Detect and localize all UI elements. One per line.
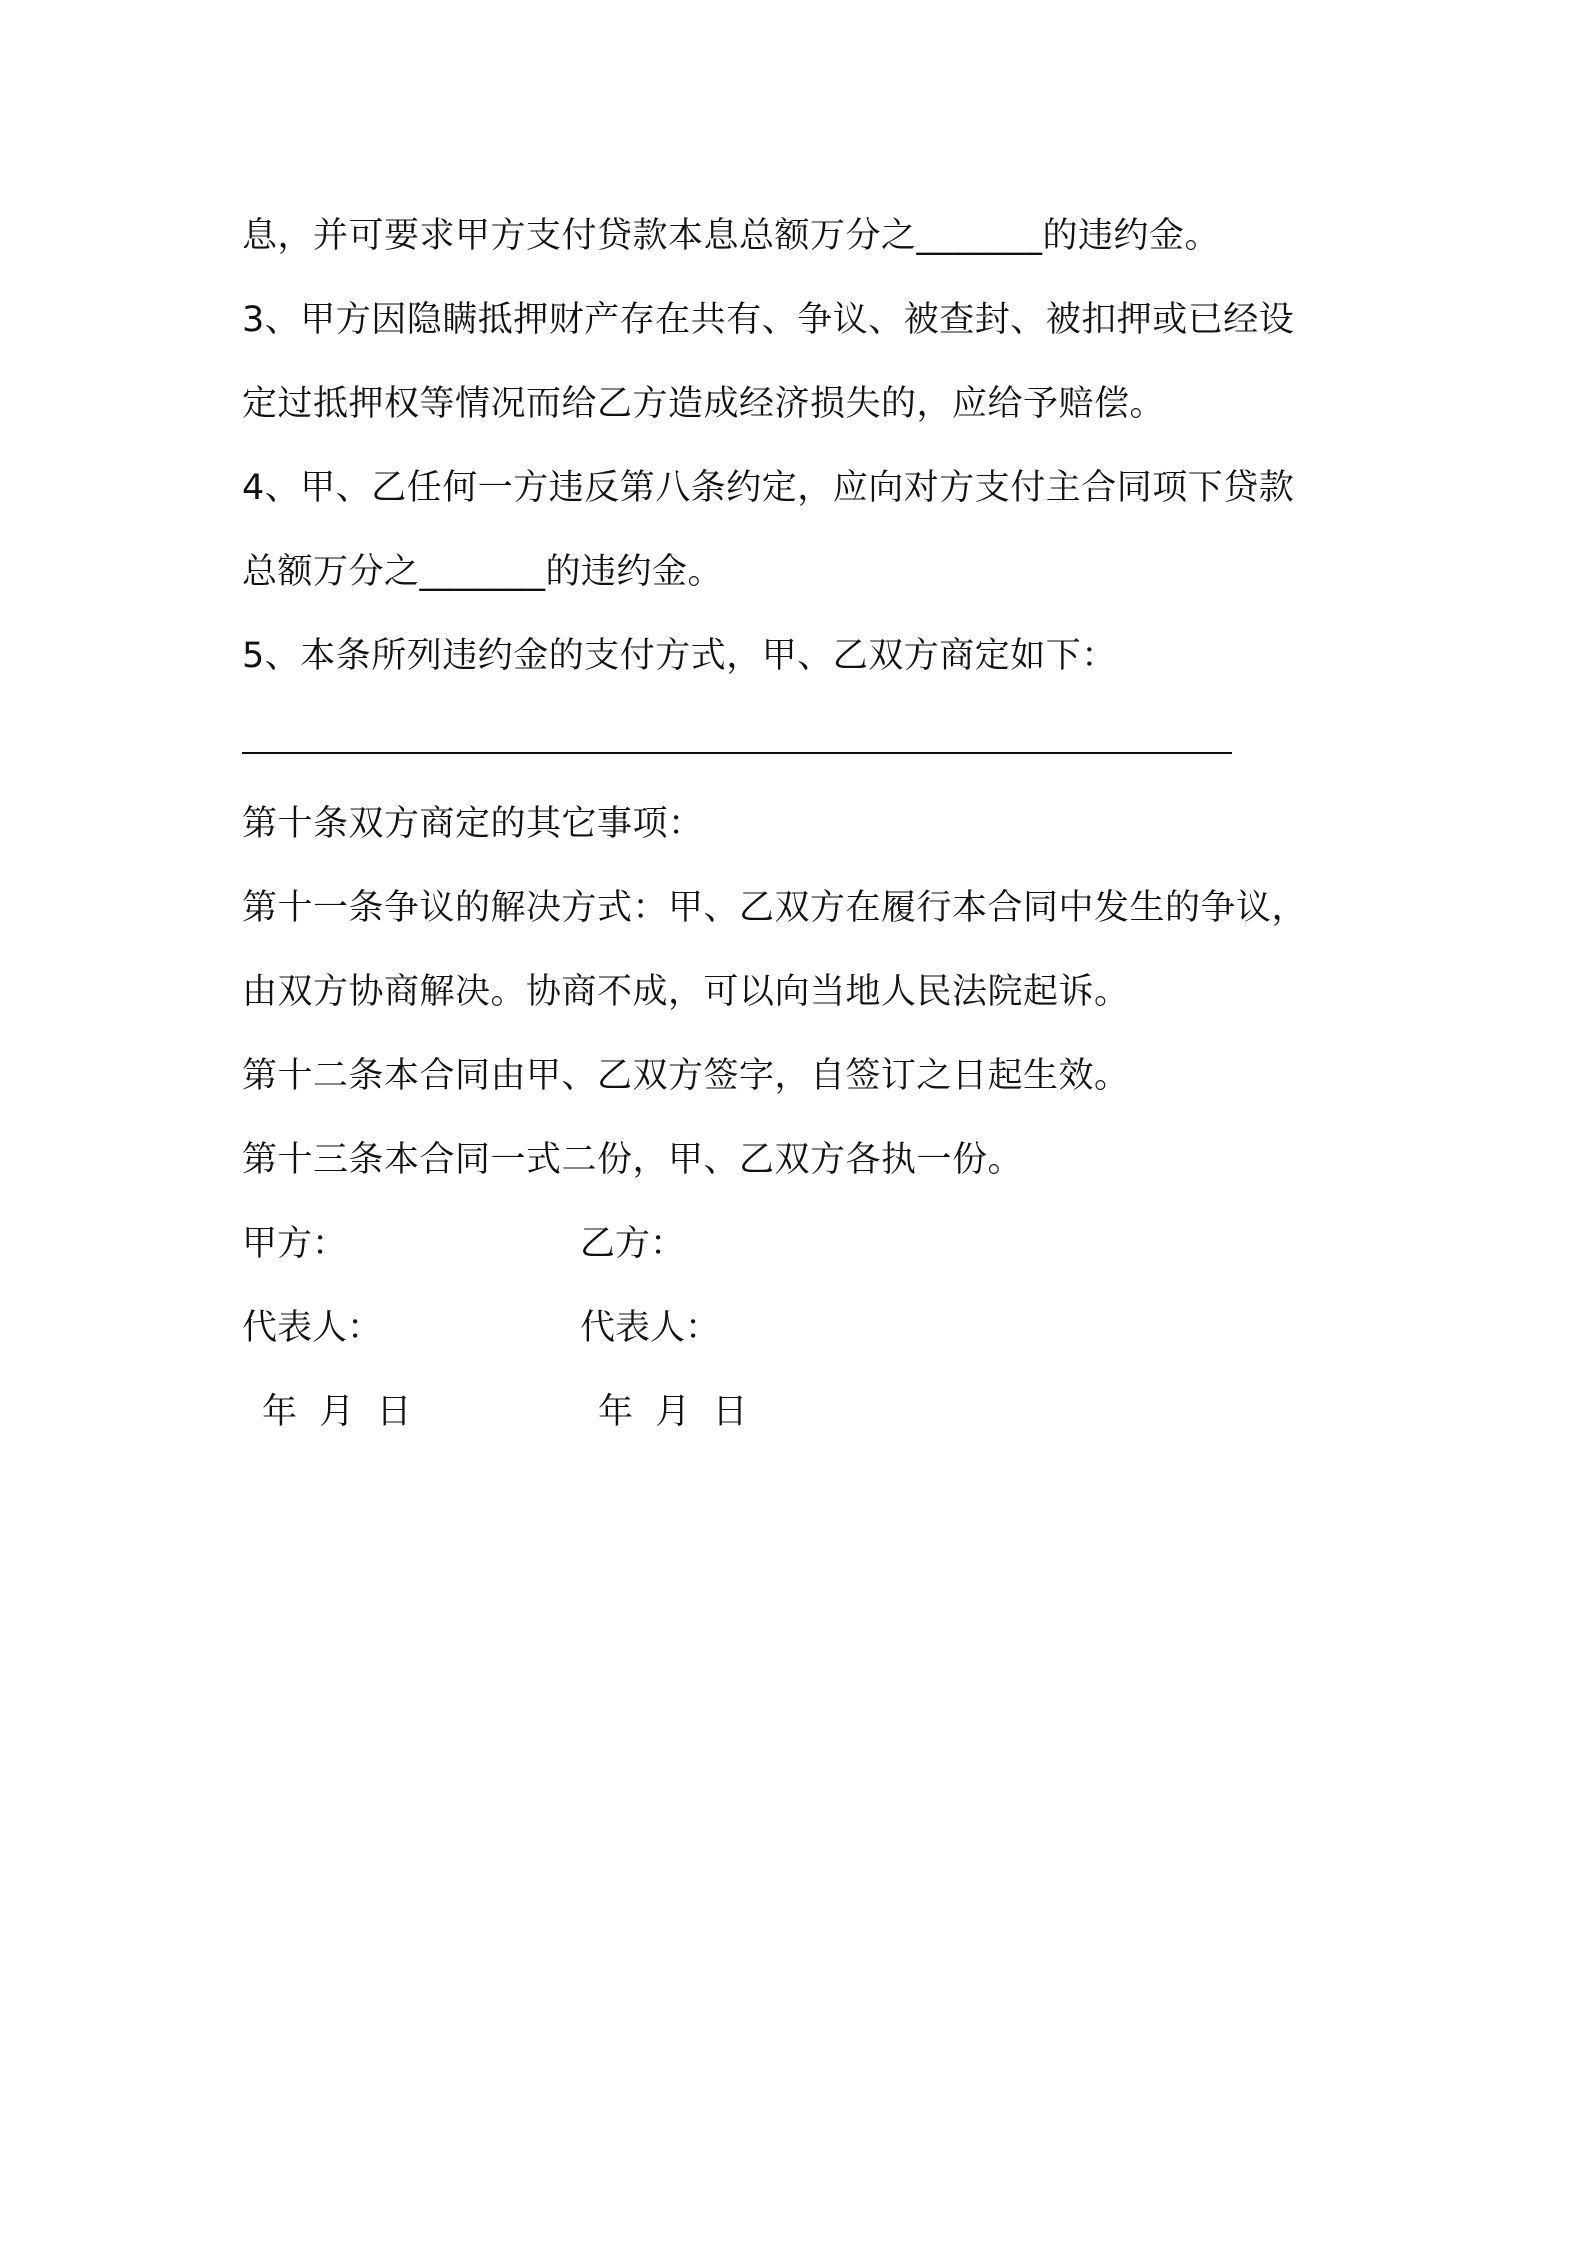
party-a-label: 甲方： — [242, 1224, 348, 1264]
paragraph-line: 息，并可要求甲方支付贷款本息总额万分之_______的违约金。 — [242, 216, 1221, 256]
paragraph-line: 5、本条所列违约金的支付方式，甲、乙双方商定如下： — [242, 636, 1117, 676]
representative-a-label: 代表人： — [242, 1308, 383, 1348]
signature-date-row — [242, 1370, 1362, 1454]
clause-line: 第十二条本合同由甲、乙双方签字，自签订之日起生效。 — [242, 1056, 1130, 1096]
clause-line: 由双方协商解决。协商不成，可以向当地人民法院起诉。 — [242, 972, 1130, 1012]
date-a: 年 月 日 — [262, 1392, 412, 1432]
representative-b-label: 代表人： — [580, 1308, 721, 1348]
paragraph-line: 总额万分之_______的违约金。 — [242, 552, 724, 592]
paragraph-line: 定过抵押权等情况而给乙方造成经济损失的，应给予赔偿。 — [242, 384, 1166, 424]
party-b-label: 乙方： — [580, 1224, 686, 1264]
signature-party-row — [242, 1202, 1362, 1286]
fill-in-blank-line — [242, 698, 1362, 782]
clause-line: 第十一条争议的解决方式：甲、乙双方在履行本合同中发生的争议， — [242, 888, 1308, 928]
blank-underline — [242, 752, 1232, 754]
paragraph-line: 4、甲、乙任何一方违反第八条约定，应向对方支付主合同项下贷款 — [242, 468, 1295, 508]
clause-line: 第十条双方商定的其它事项： — [242, 804, 704, 844]
date-b: 年 月 日 — [598, 1392, 748, 1432]
paragraph-line: 3、甲方因隐瞒抵押财产存在共有、争议、被查封、被扣押或已经设 — [242, 300, 1295, 340]
signature-representative-row — [242, 1286, 1362, 1370]
clause-line: 第十三条本合同一式二份，甲、乙双方各执一份。 — [242, 1140, 1024, 1180]
document-body — [242, 194, 1362, 1454]
